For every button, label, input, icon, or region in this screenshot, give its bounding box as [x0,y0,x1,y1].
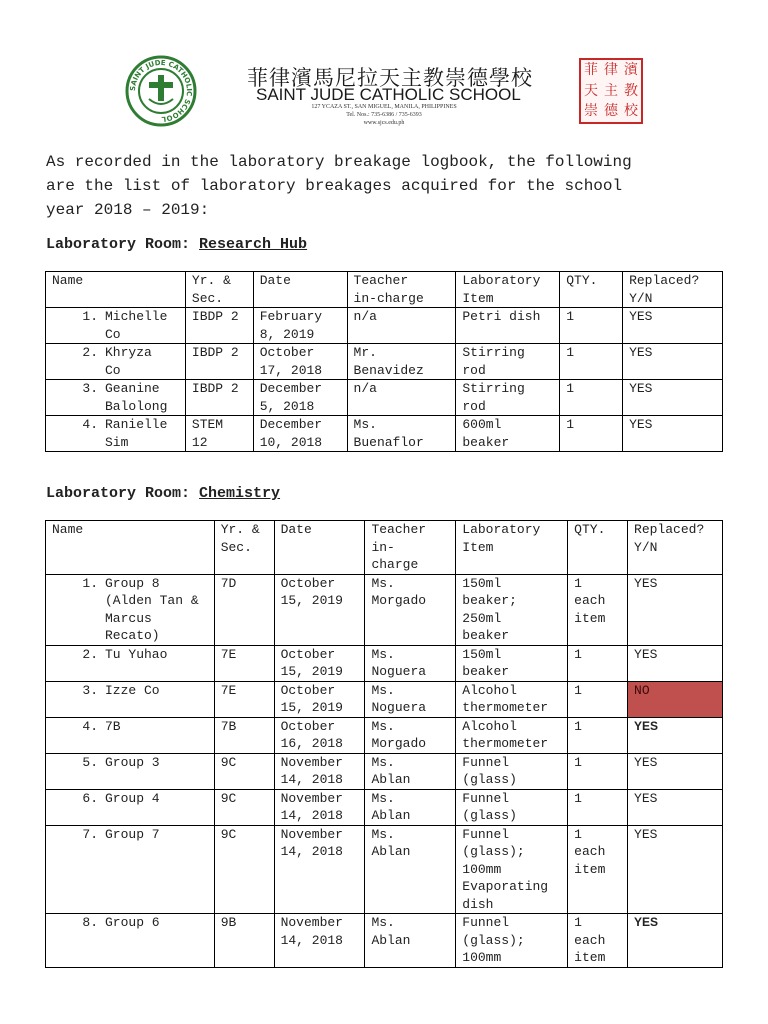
cell-qty: 1 [560,380,623,416]
cell-qty: 1 each item [568,574,628,645]
cell-date: November 14, 2018 [274,825,365,914]
svg-text:SAINT JUDE CATHOLIC SCHOOL: SAINT JUDE CATHOLIC SCHOOL [128,58,194,124]
section-label: Laboratory Room: [46,236,200,253]
column-header: Replaced? Y/N [628,521,723,575]
seal-character: 菲 [584,62,598,78]
column-header: QTY. [560,272,623,308]
cell-item: Funnel (glass) [456,789,568,825]
cell-name [46,574,215,645]
cell-replaced: YES [628,825,723,914]
row-number: 5. [82,754,98,770]
column-header: Yr. & Sec. [185,272,253,308]
cell-date: October 17, 2018 [253,344,347,380]
row-number: 3. [82,381,98,396]
cell-qty: 1 each item [568,914,628,968]
table-row [46,308,723,344]
room-name: Research Hub [199,236,308,253]
column-header: Date [274,521,365,575]
row-number: 1. [82,309,98,324]
school-address: 127 YCAZA ST., SAN MIGUEL, MANILA, PHILIPPINES [311,104,457,110]
cell-teacher: Ms. Morgado [365,574,456,645]
student-name: Michelle Co [105,309,168,342]
cell-item: Stirring rod [456,344,560,380]
room-name: Chemistry [199,485,281,502]
cell-sec: 9C [214,753,274,789]
cell-name [46,308,186,344]
table-header-row [46,272,723,308]
cell-replaced: YES [623,380,723,416]
cell-item: 600ml beaker [456,416,560,452]
cell-replaced: YES [628,717,723,753]
cell-sec: 7B [214,717,274,753]
cell-sec: 9B [214,914,274,968]
cell-qty: 1 [560,416,623,452]
cell-teacher: n/a [347,380,456,416]
student-name: Geanine Balolong [105,381,168,414]
student-name: Group 7 [105,826,160,842]
cell-teacher: Ms. Ablan [365,825,456,914]
cell-teacher: Ms. Noguera [365,681,456,717]
table-row [46,380,723,416]
cell-teacher: Ms. Noguera [365,645,456,681]
student-name: Tu Yuhao [105,646,168,662]
cell-qty: 1 [568,645,628,681]
table-row [46,344,723,380]
cell-sec: IBDP 2 [185,308,253,344]
cell-date: December 5, 2018 [253,380,347,416]
student-name: Group 4 [105,790,160,806]
cell-replaced: YES [623,308,723,344]
cell-sec: 7E [214,681,274,717]
table-row [46,753,723,789]
intro-paragraph: As recorded in the laboratory breakage logbook, the following are the list of laboratory breakages acquired for the school year 2018 – 2019: [46,153,632,219]
column-header: Teacher in- charge [365,521,456,575]
cell-teacher: Ms. Ablan [365,789,456,825]
row-number: 4. [82,417,98,432]
seal-character: 主 [604,82,618,99]
cell-qty: 1 [568,789,628,825]
cell-date: October 15, 2019 [274,681,365,717]
cell-item: Stirring rod [456,380,560,416]
column-header: QTY. [568,521,628,575]
school-name: SAINT JUDE CATHOLIC SCHOOL [256,85,521,104]
student-name: 7B [105,718,121,734]
seal-character: 天 [584,82,598,99]
row-number: 2. [82,646,98,662]
cell-qty: 1 each item [568,825,628,914]
cell-name [46,789,215,825]
table-row [46,681,723,717]
table-row [46,574,723,645]
column-header: Replaced? Y/N [623,272,723,308]
cell-sec: IBDP 2 [185,380,253,416]
cell-replaced: YES [628,574,723,645]
cell-item: 150ml beaker; 250ml beaker [456,574,568,645]
cell-qty: 1 [568,681,628,717]
cell-name [46,380,186,416]
seal-character: 律 [604,62,618,78]
column-header: Name [46,521,215,575]
cell-item: Petri dish [456,308,560,344]
school-seal-logo [125,55,197,127]
student-name: Group 8 (Alden Tan & Marcus Recato) [105,575,199,643]
student-name: Ranielle Sim [105,417,168,450]
row-number: 7. [82,826,98,842]
section-title-chemistry [46,485,280,502]
cell-date: December 10, 2018 [253,416,347,452]
seal-character: 崇 [584,103,598,120]
cell-sec: STEM 12 [185,416,253,452]
column-header: Yr. & Sec. [214,521,274,575]
letterhead [0,0,768,140]
cell-date: November 14, 2018 [274,914,365,968]
section-title-research-hub [46,236,307,253]
school-address-block [248,103,520,127]
student-name: Izze Co [105,682,160,698]
seal-character: 濱 [624,62,638,78]
cell-name [46,645,215,681]
table-row [46,789,723,825]
cell-item: Funnel (glass) [456,753,568,789]
column-header: Laboratory Item [456,521,568,575]
cell-date: November 14, 2018 [274,789,365,825]
seal-character: 校 [624,103,638,120]
seal-character: 教 [624,82,638,99]
cell-teacher: Ms. Morgado [365,717,456,753]
cell-qty: 1 [568,753,628,789]
cell-replaced: YES [628,645,723,681]
cell-name [46,753,215,789]
column-header: Date [253,272,347,308]
cell-sec: 9C [214,825,274,914]
table-header-row [46,521,723,575]
cell-date: October 16, 2018 [274,717,365,753]
cell-item: Funnel (glass); 100mm [456,914,568,968]
school-chinese-name: 菲律濱馬尼拉天主教崇德學校 [247,66,533,90]
cell-qty: 1 [568,717,628,753]
row-number: 3. [82,682,98,698]
cell-name [46,681,215,717]
cell-replaced: YES [628,914,723,968]
chinese-red-seal [579,58,643,124]
cell-replaced: YES [628,753,723,789]
table-row [46,914,723,968]
breakage-table-research-hub [45,271,723,452]
cell-name [46,416,186,452]
table-row [46,717,723,753]
column-header: Name [46,272,186,308]
cell-qty: 1 [560,308,623,344]
cell-qty: 1 [560,344,623,380]
school-telephone: Tel. Nos.: 735-6386 / 735-6393 [346,112,422,118]
student-name: Khryza Co [105,345,152,378]
cell-sec: 7E [214,645,274,681]
row-number: 1. [82,575,98,591]
cell-replaced: YES [623,416,723,452]
cell-teacher: Mr. Benavidez [347,344,456,380]
cell-sec: 7D [214,574,274,645]
column-header: Laboratory Item [456,272,560,308]
row-number: 2. [82,345,98,360]
cell-replaced: YES [623,344,723,380]
cell-item: Alcohol thermometer [456,681,568,717]
cell-teacher: Ms. Buenaflor [347,416,456,452]
cell-teacher: Ms. Ablan [365,914,456,968]
school-website: www.sjcs.edu.ph [363,120,405,126]
cell-teacher: Ms. Ablan [365,753,456,789]
row-number: 6. [82,790,98,806]
cell-name [46,717,215,753]
cell-sec: 9C [214,789,274,825]
student-name: Group 6 [105,915,160,930]
cell-replaced: NO [628,681,723,717]
cell-item: Funnel (glass); 100mm Evaporating dish [456,825,568,914]
column-header: Teacher in-charge [347,272,456,308]
table-row [46,416,723,452]
cell-teacher: n/a [347,308,456,344]
seal-character: 德 [604,103,618,120]
cell-date: October 15, 2019 [274,574,365,645]
cell-date: October 15, 2019 [274,645,365,681]
table-row [46,825,723,914]
cell-item: 150ml beaker [456,645,568,681]
row-number: 8. [82,915,98,930]
breakage-table-chemistry [45,520,723,968]
cell-date: February 8, 2019 [253,308,347,344]
cell-sec: IBDP 2 [185,344,253,380]
student-name: Group 3 [105,754,160,770]
section-label: Laboratory Room: [46,485,200,502]
cell-name [46,344,186,380]
row-number: 4. [82,718,98,734]
cell-date: November 14, 2018 [274,753,365,789]
cell-replaced: YES [628,789,723,825]
cell-name [46,825,215,914]
cell-item: Alcohol thermometer [456,717,568,753]
table-row [46,645,723,681]
cell-name [46,914,215,968]
